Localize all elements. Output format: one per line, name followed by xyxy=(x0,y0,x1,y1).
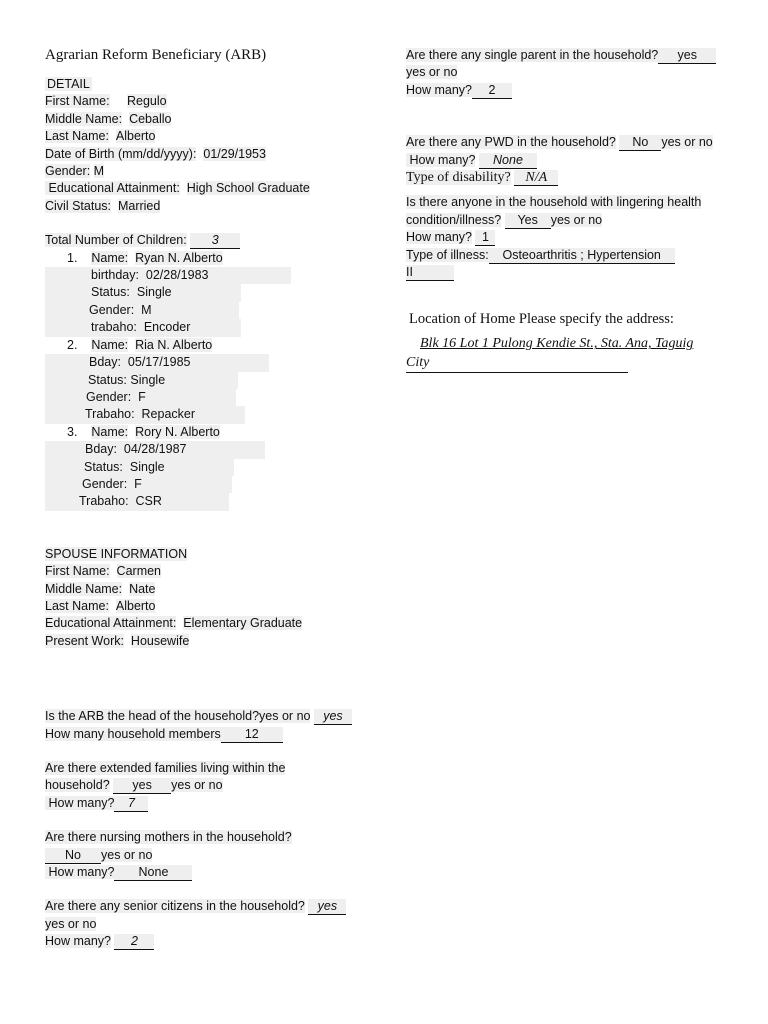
single-parent-hint-row xyxy=(406,64,736,81)
first-name-value: Regulo xyxy=(126,94,167,109)
education-label: Educational Attainment: xyxy=(48,181,180,196)
location-label: Location of Home Please specify the address: xyxy=(409,311,674,328)
single-parent-count-question: How many? xyxy=(406,82,472,97)
pwd-hint: yes or no xyxy=(661,135,713,150)
last-name-label: Last Name: xyxy=(45,129,109,144)
child-bday-value: 05/17/1985 xyxy=(127,355,191,370)
disability-answer: N/A xyxy=(514,170,558,186)
senior-hint: yes or no xyxy=(45,916,97,931)
spouse-first-name-label: First Name: xyxy=(45,564,110,579)
spouse-section xyxy=(45,546,375,650)
child-name-value: Rory N. Alberto xyxy=(135,424,220,439)
children-total-label: Total Number of Children: xyxy=(45,233,187,248)
illness-type-question: Type of illness: xyxy=(406,247,489,262)
child-work-row xyxy=(45,319,241,336)
spouse-middle-name-label: Middle Name: xyxy=(45,581,123,596)
spouse-education-label: Educational Attainment: xyxy=(45,616,177,631)
child-work-label: trabaho: xyxy=(91,320,137,335)
pwd-count-row xyxy=(406,152,736,169)
address-line-1: Blk 16 Lot 1 Pulong Kendie St., Sta. Ana, Taguig xyxy=(420,336,694,352)
gender-label: Gender: xyxy=(45,164,91,179)
arb-gender-row xyxy=(45,163,375,180)
extended-question-row-2 xyxy=(45,777,375,794)
child-gender-value: F xyxy=(138,389,146,404)
spouse-middle-name-value: Nate xyxy=(129,581,156,596)
extended-hint: yes or no xyxy=(171,778,223,793)
middle-name-value: Ceballo xyxy=(129,111,172,126)
arb-civil-status-row xyxy=(45,198,375,215)
address-line-2: City xyxy=(406,353,628,373)
child-bday-row xyxy=(45,441,265,458)
child-status-row xyxy=(45,284,241,301)
household-members-row xyxy=(45,726,375,743)
child-name-value: Ria N. Alberto xyxy=(135,337,213,352)
nursing-count-question: How many? xyxy=(48,865,115,880)
arb-first-name-row xyxy=(45,93,375,110)
dob-value: 01/29/1953 xyxy=(203,146,266,161)
child-gender-row xyxy=(45,476,232,493)
child-status-value: Single xyxy=(136,285,172,300)
illness-question-1: Is there anyone in the household with lingering health xyxy=(406,195,702,210)
nursing-answer: No xyxy=(45,848,101,864)
children-total-row xyxy=(45,232,375,249)
child-name-row xyxy=(45,250,375,267)
child-name-row xyxy=(45,424,375,441)
spouse-first-name-row xyxy=(45,563,375,580)
child-entry-3 xyxy=(45,424,375,511)
children-total-value: 3 xyxy=(190,233,240,249)
spouse-last-name-label: Last Name: xyxy=(45,598,109,613)
child-status-value: Single xyxy=(129,459,165,474)
detail-heading: DETAIL xyxy=(47,77,90,91)
child-gender-label: Gender: xyxy=(82,476,128,491)
single-parent-row xyxy=(406,47,736,64)
child-name-label: Name: xyxy=(91,337,129,352)
pwd-count-question: How many? xyxy=(409,152,476,167)
pwd-question: Are there any PWD in the household? xyxy=(406,135,616,150)
illness-type-answer: Osteoarthritis ; Hypertension xyxy=(489,248,675,264)
child-entry-1 xyxy=(45,250,375,337)
civil-status-value: Married xyxy=(117,198,161,213)
child-work-value: Repacker xyxy=(141,407,196,422)
arb-dob-row xyxy=(45,146,375,163)
child-name-label: Name: xyxy=(91,424,129,439)
first-name-label: First Name: xyxy=(45,94,110,109)
single-parent-count-row xyxy=(406,82,736,99)
child-work-row xyxy=(45,406,245,423)
child-bday-label: Bday: xyxy=(85,442,117,457)
disability-row xyxy=(406,169,736,186)
nursing-answer-row xyxy=(45,847,375,864)
middle-name-label: Middle Name: xyxy=(45,111,123,126)
illness-question-2: condition/illness? xyxy=(406,212,502,227)
child-bday-label: Bday: xyxy=(89,355,121,370)
extended-question-row-1 xyxy=(45,760,375,777)
address-row-1 xyxy=(406,334,736,353)
child-status-label: Status: xyxy=(84,459,123,474)
senior-question-row xyxy=(45,898,375,915)
senior-count-row xyxy=(45,933,375,950)
spouse-education-value: Elementary Graduate xyxy=(183,616,303,631)
extended-count-row xyxy=(45,795,375,812)
nursing-question-row xyxy=(45,829,375,846)
spouse-work-label: Present Work: xyxy=(45,633,124,648)
child-gender-row xyxy=(45,302,239,319)
pwd-count-answer: None xyxy=(479,153,537,169)
child-entry-2 xyxy=(45,337,375,424)
address-row-2 xyxy=(406,353,736,373)
single-parent-count-answer: 2 xyxy=(472,83,512,99)
child-name-label: Name: xyxy=(91,250,129,265)
illness-type-row-2 xyxy=(406,264,736,281)
pwd-row xyxy=(406,134,736,151)
form-title: Agrarian Reform Beneficiary (ARB) xyxy=(45,47,267,63)
location-label-row xyxy=(406,309,736,329)
nursing-question: Are there nursing mothers in the household? xyxy=(45,830,292,845)
spouse-heading: SPOUSE INFORMATION xyxy=(45,546,188,561)
single-parent-question: Are there any single parent in the household? xyxy=(406,48,659,62)
child-status-label: Status: xyxy=(88,372,127,387)
spouse-last-name-row xyxy=(45,598,375,615)
child-gender-label: Gender: xyxy=(86,389,132,404)
spouse-heading-row xyxy=(45,546,375,563)
members-answer: 12 xyxy=(221,727,283,743)
education-value: High School Graduate xyxy=(186,181,310,196)
spouse-work-row xyxy=(45,633,375,650)
senior-question: Are there any senior citizens in the household? xyxy=(45,899,305,914)
child-gender-label: Gender: xyxy=(89,302,135,317)
senior-count-answer: 2 xyxy=(114,934,154,950)
child-number: 3. xyxy=(67,424,78,439)
spouse-last-name-value: Alberto xyxy=(115,598,156,613)
arb-detail-section xyxy=(45,76,375,93)
extended-count-question: How many? xyxy=(48,795,115,810)
spouse-education-row xyxy=(45,615,375,632)
right-column xyxy=(406,47,736,373)
child-work-label: Trabaho: xyxy=(79,494,129,509)
arb-middle-name-row xyxy=(45,111,375,128)
left-column xyxy=(45,45,375,951)
child-work-label: Trabaho: xyxy=(85,407,135,422)
single-parent-answer: yes xyxy=(658,48,716,64)
child-name-row xyxy=(45,337,375,354)
illness-question-row-2 xyxy=(406,212,736,229)
head-of-household-row xyxy=(45,708,375,725)
spouse-work-value: Housewife xyxy=(130,633,190,648)
senior-hint-row xyxy=(45,916,375,933)
illness-question-row-1 xyxy=(406,194,736,211)
pwd-answer: No xyxy=(619,135,661,151)
spouse-middle-name-row xyxy=(45,581,375,598)
head-question: Is the ARB the head of the household?yes or no xyxy=(45,709,311,724)
senior-answer: yes xyxy=(308,899,346,915)
child-bday-label: birthday: xyxy=(91,268,139,283)
nursing-hint: yes or no xyxy=(101,847,153,862)
illness-count-answer: 1 xyxy=(475,230,495,246)
civil-status-label: Civil Status: xyxy=(45,198,111,213)
extended-answer: yes xyxy=(113,778,171,794)
head-answer: yes xyxy=(314,709,352,725)
illness-answer: Yes xyxy=(505,213,551,229)
child-status-value: Single xyxy=(130,372,166,387)
child-number: 2. xyxy=(67,337,78,352)
illness-count-row xyxy=(406,229,736,246)
arb-education-row xyxy=(45,180,375,197)
members-question: How many household members xyxy=(45,726,221,741)
child-work-value: Encoder xyxy=(143,320,191,335)
child-gender-value: F xyxy=(134,476,142,491)
disability-question: Type of disability? xyxy=(406,170,511,186)
nursing-count-row xyxy=(45,864,375,881)
illness-count-question: How many? xyxy=(406,230,472,245)
last-name-value: Alberto xyxy=(115,129,156,144)
child-status-row xyxy=(45,459,234,476)
extended-count-answer: 7 xyxy=(114,796,148,812)
extended-question-1: Are there extended families living within the xyxy=(45,761,286,775)
child-work-row xyxy=(45,493,229,510)
child-gender-row xyxy=(45,389,236,406)
illness-type-answer-2: II xyxy=(406,265,454,281)
household-section xyxy=(45,708,375,950)
single-parent-hint: yes or no xyxy=(406,65,458,80)
nursing-count-answer: None xyxy=(114,865,192,881)
child-status-label: Status: xyxy=(91,285,130,300)
child-number: 1. xyxy=(67,250,78,265)
illness-type-row xyxy=(406,247,736,264)
spouse-first-name-value: Carmen xyxy=(116,564,162,579)
illness-hint: yes or no xyxy=(550,212,603,227)
child-name-value: Ryan N. Alberto xyxy=(135,250,223,265)
arb-last-name-row xyxy=(45,128,375,145)
child-bday-row xyxy=(45,267,291,284)
extended-question-2: household? xyxy=(45,778,110,793)
child-bday-value: 04/28/1987 xyxy=(123,442,187,457)
child-bday-value: 02/28/1983 xyxy=(145,268,209,283)
dob-label: Date of Birth (mm/dd/yyyy): xyxy=(45,146,197,161)
child-work-value: CSR xyxy=(135,494,162,509)
child-status-row xyxy=(45,372,238,389)
child-gender-value: M xyxy=(141,302,152,317)
child-bday-row xyxy=(45,354,269,371)
senior-count-question: How many? xyxy=(45,934,111,949)
gender-value: M xyxy=(93,164,105,179)
